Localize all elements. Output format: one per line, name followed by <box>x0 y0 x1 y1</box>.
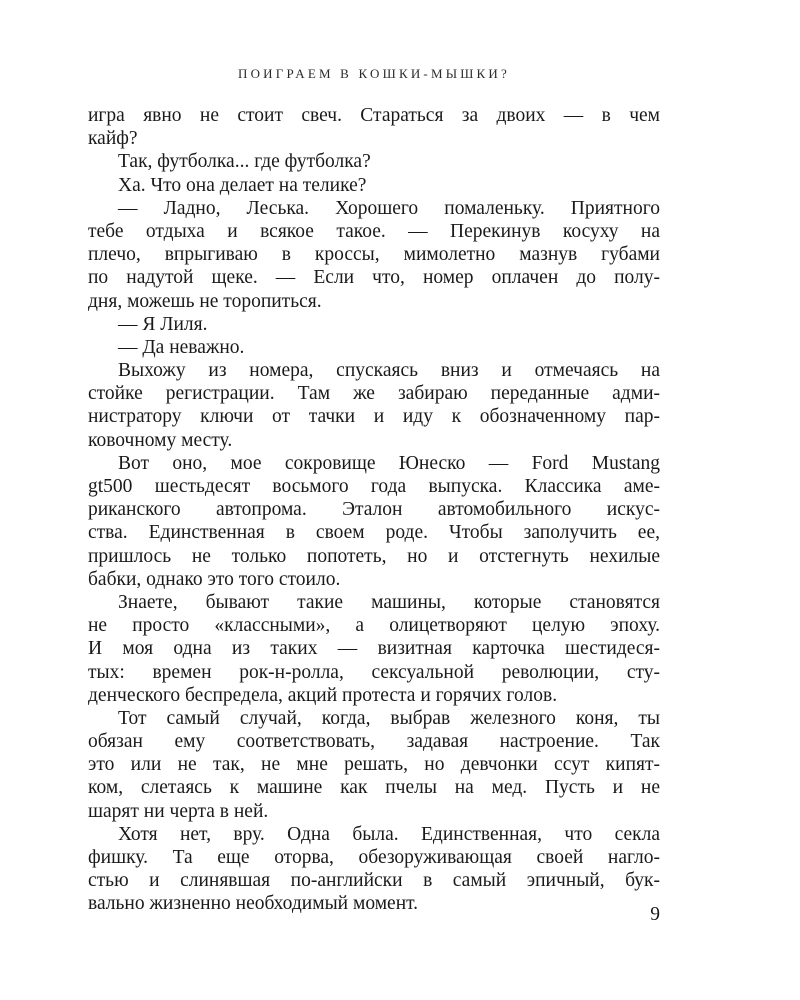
text-line: по надутой щеке. — Если что, номер оплачен до полу- <box>88 267 660 289</box>
text-line: тебе отдыха и всякое такое. — Перекинув косуху на <box>88 220 660 242</box>
text-line: тых: времен рок-н-ролла, сексуальной революции, сту- <box>88 661 660 683</box>
page-number: 9 <box>650 904 660 925</box>
text-line: стью и слинявшая по-английски в самый эпичный, бук- <box>88 870 660 892</box>
text-line: кайф? <box>88 128 138 150</box>
text-line: ком, слетаясь к машине как пчелы на мед. Пусть и не <box>88 777 660 799</box>
text-line: дня, можешь не торопиться. <box>88 290 322 312</box>
text-line: Хотя нет, вру. Одна была. Единственная, что секла <box>118 823 660 845</box>
text-line: — Да неважно. <box>118 336 245 358</box>
running-head: ПОИГРАЕМ В КОШКИ-МЫШКИ? <box>238 66 510 81</box>
text-line: это или не так, не мне решать, но девчонки ссут кипят- <box>88 754 660 776</box>
text-line: плечо, впрыгиваю в кроссы, мимолетно мазнув губами <box>88 244 660 266</box>
text-line: Вот оно, мое сокровище Юнеско — Ford Mustang <box>118 452 660 474</box>
text-line: бабки, однако это того стоило. <box>88 568 341 590</box>
text-line: — Я Лиля. <box>118 313 208 335</box>
text-line: не просто «классными», а олицетворяют целую эпоху. <box>88 615 660 637</box>
text-line: Так, футболка... где футболка? <box>118 151 371 173</box>
text-line: вально жизненно необходимый момент. <box>88 893 419 915</box>
text-line: И моя одна из таких — визитная карточка шестидеся- <box>88 638 660 660</box>
text-line: ковочному месту. <box>88 429 233 451</box>
text-line: пришлось не только попотеть, но и отстегнуть нехилые <box>88 545 660 567</box>
text-line: Выхожу из номера, спускаясь вниз и отмечаясь на <box>118 360 660 382</box>
text-line: Тот самый случай, когда, выбрав железного коня, ты <box>118 707 660 729</box>
text-line: Знаете, бывают такие машины, которые становятся <box>118 591 660 613</box>
text-line: обязан ему соответствовать, задавая настроение. Так <box>88 731 660 753</box>
body-text <box>88 104 660 916</box>
text-line: фишку. Та еще оторва, обезоруживающая своей нагло- <box>88 847 660 868</box>
text-line: шарят ни черта в ней. <box>88 800 269 822</box>
text-line: нистратору ключи от тачки и иду к обозначенному пар- <box>88 406 660 428</box>
text-line: риканского автопрома. Эталон автомобильного искус- <box>88 499 660 521</box>
text-line: ства. Единственная в своем роде. Чтобы заполучить ее, <box>88 522 660 544</box>
text-line: gt500 шестьдесят восьмого года выпуска. Классика аме- <box>88 476 660 497</box>
text-line: игра явно не стоит свеч. Стараться за двоих — в чем <box>88 105 660 126</box>
text-line: Ха. Что она делает на телике? <box>118 174 367 196</box>
text-line: стойке регистрации. Там же забираю переданные адми- <box>88 383 660 405</box>
text-line: денческого беспредела, акций протеста и горячих голов. <box>88 684 558 706</box>
text-line: — Ладно, Леська. Хорошего помаленьку. Приятного <box>118 197 660 219</box>
